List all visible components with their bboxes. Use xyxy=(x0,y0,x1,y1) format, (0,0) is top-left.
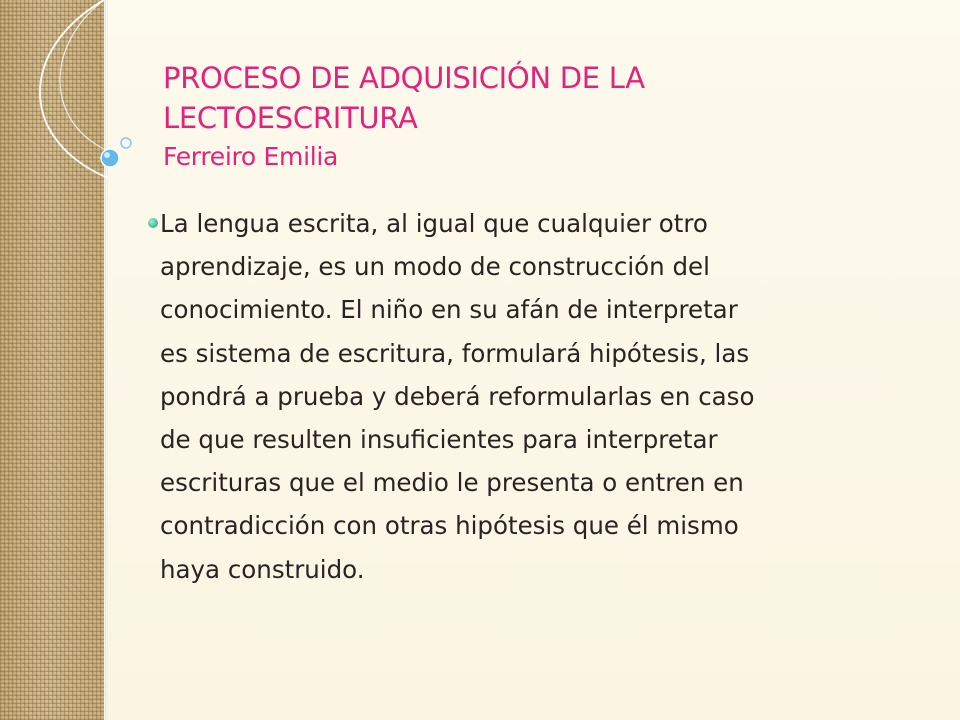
bullet-line: escrituras que el medio le presenta o entren en xyxy=(160,468,744,498)
slide-title xyxy=(163,58,903,176)
bullet-item xyxy=(148,202,918,591)
burlap-texture-panel xyxy=(0,0,106,720)
bullet-line: La lengua escrita, al igual que cualquier otro xyxy=(160,209,708,238)
title-line-1: PROCESO DE ADQUISICIÓN DE LA xyxy=(163,61,645,95)
bubble-small-icon xyxy=(121,138,131,148)
bullet-line: contradicción con otras hipótesis que él mismo xyxy=(160,511,739,541)
bullet-line: haya construido. xyxy=(160,554,365,584)
bullet-dot-icon xyxy=(148,218,158,228)
bullet-line: es sistema de escritura, formulará hipótesis, las xyxy=(160,338,750,368)
bullet-line: pondrá a prueba y deberá reformularlas en caso xyxy=(160,381,755,411)
bullet-line: aprendizaje, es un modo de construcción del xyxy=(160,252,710,282)
slide-body xyxy=(148,202,918,591)
title-line-2: LECTOESCRITURA xyxy=(163,101,418,135)
bullet-line: conocimiento. El niño en su afán de interpretar xyxy=(160,295,738,325)
bullet-line: de que resulten insuficientes para interpretar xyxy=(160,425,718,455)
slide-subtitle: Ferreiro Emilia xyxy=(163,142,339,171)
texture-border xyxy=(104,0,108,720)
